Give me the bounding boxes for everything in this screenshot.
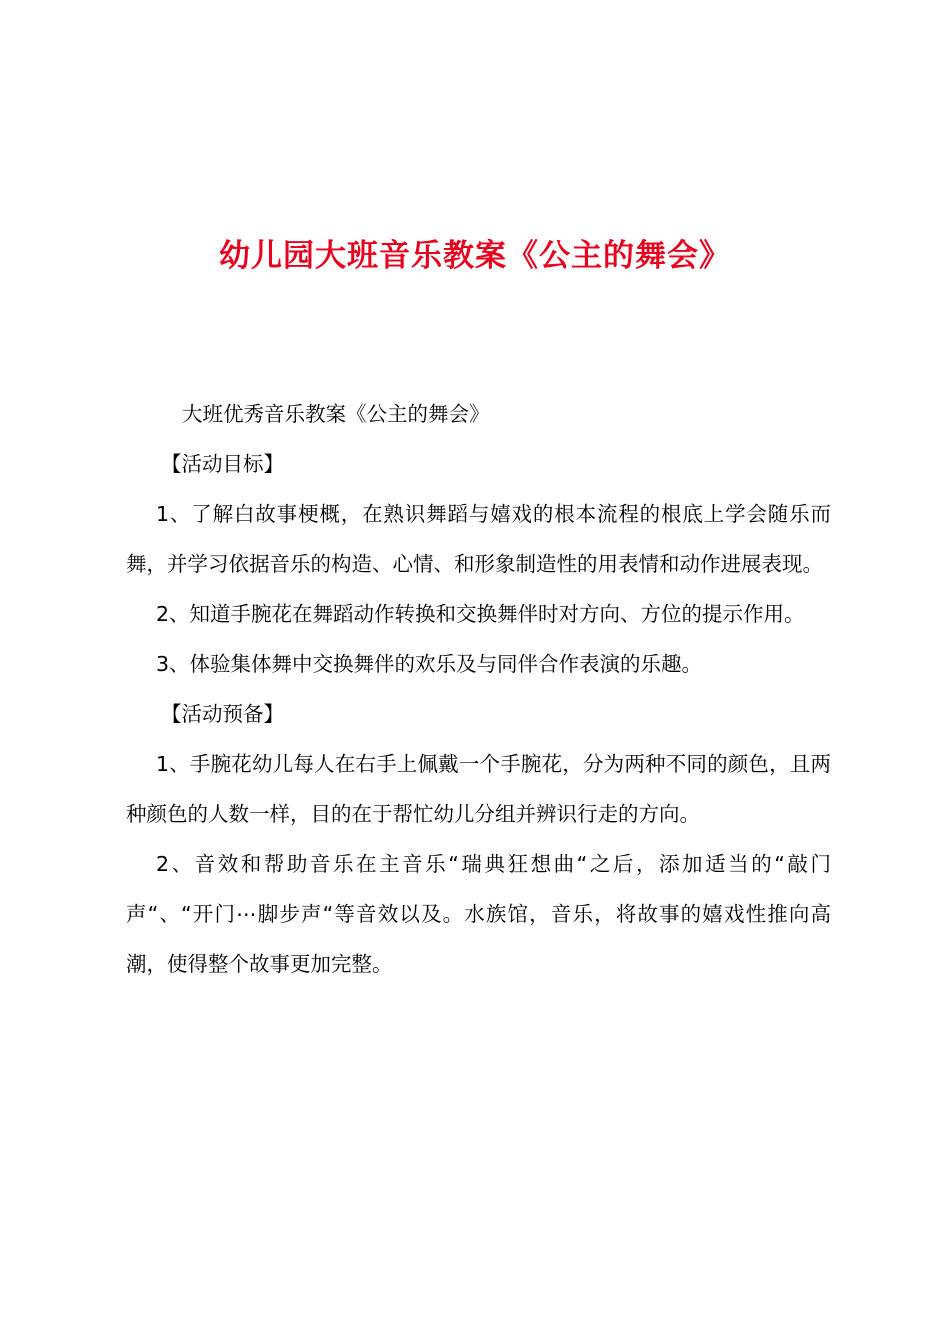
section-heading-preparation: 【活动预备】	[161, 702, 284, 726]
preparation-item-1: 1、手腕花幼儿每人在右手上佩戴一个手腕花，分为两种不同的颜色，且两种颜色的人数一样，目的在于帮忙幼儿分组并辨识行走的方向。	[126, 752, 831, 826]
document-title: 幼儿园大班音乐教案《公主的舞会》	[219, 237, 731, 274]
goal-item-3: 3、体验集体舞中交换舞伴的欢乐及与同伴合作表演的乐趣。	[156, 652, 703, 676]
preparation-item-2: 2、音效和帮助音乐在主音乐“瑞典狂想曲“之后，添加适当的“敲门声“、“开门⋯脚步声“等音效以及。水族馆，音乐，将故事的嬉戏性推向高潮，使得整个故事更加完整。	[126, 852, 831, 976]
document-subtitle: 大班优秀音乐教案《公主的舞会》	[182, 402, 490, 426]
section-heading-goals: 【活动目标】	[161, 452, 284, 476]
goal-item-2: 2、知道手腕花在舞蹈动作转换和交换舞伴时对方向、方位的提示作用。	[156, 602, 805, 626]
document-body	[126, 389, 831, 989]
goal-item-1: 1、了解白故事梗概，在熟识舞蹈与嬉戏的根本流程的根底上学会随乐而舞，并学习依据音乐的构造、心情、和形象制造性的用表情和动作进展表现。	[126, 502, 831, 576]
